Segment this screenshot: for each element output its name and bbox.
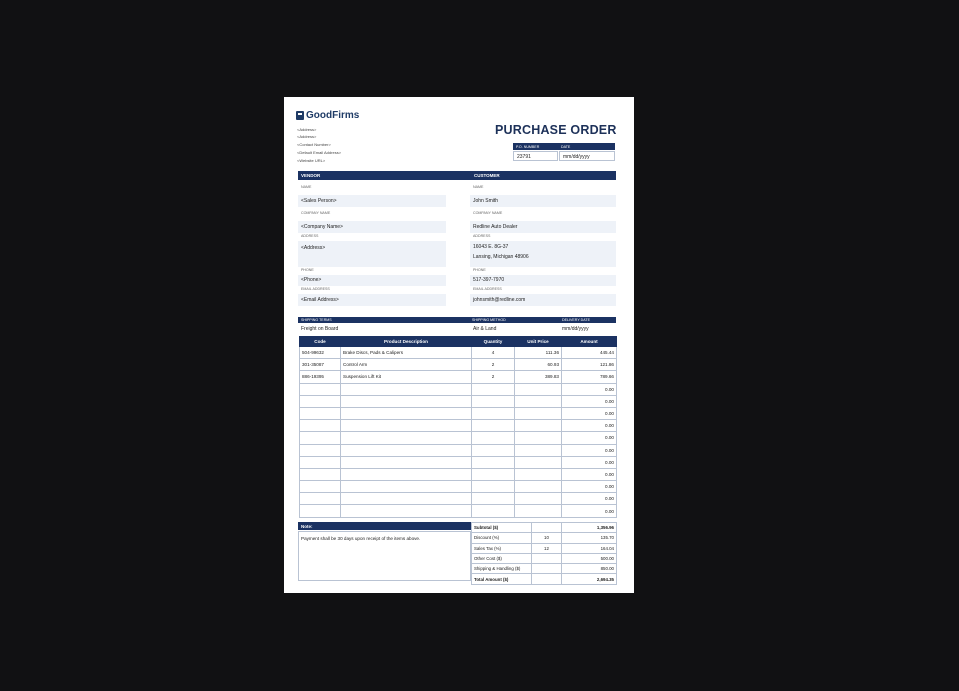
item-quantity [472, 481, 515, 493]
item-code [300, 432, 341, 444]
item-description [341, 432, 472, 444]
totals-percent [532, 574, 562, 584]
item-quantity [472, 407, 515, 419]
totals-label: Other Cost ($) [472, 553, 532, 563]
table-row [300, 383, 617, 395]
table-header-row [300, 337, 617, 347]
item-unit-price [515, 432, 562, 444]
date-field [559, 151, 615, 161]
item-quantity [472, 468, 515, 480]
purchase-order-document [284, 97, 634, 593]
shipping-terms: Freight on Board [301, 326, 339, 332]
totals-percent [532, 523, 562, 533]
totals-percent: 12 [532, 543, 562, 553]
totals-row [472, 564, 617, 574]
item-code [300, 493, 341, 505]
item-amount: 0.00 [562, 505, 617, 517]
totals-value: 500.00 [562, 553, 617, 563]
item-description: Control Arm [341, 359, 472, 371]
item-amount: 0.00 [562, 468, 617, 480]
totals-value: 135.70 [562, 533, 617, 543]
totals-row [472, 543, 617, 553]
item-amount: 0.00 [562, 395, 617, 407]
po-date: mm/dd/yyyy [563, 154, 590, 160]
table-row [300, 456, 617, 468]
company-email: <Default Email Address> [297, 150, 342, 155]
totals-value: 2,694.35 [562, 574, 617, 584]
table-row [300, 407, 617, 419]
notes-header-bar [298, 522, 471, 530]
table-row [300, 444, 617, 456]
item-code: 886-19395 [300, 371, 341, 383]
totals-percent: 10 [532, 533, 562, 543]
vendor-name-field: <Sales Person> [298, 195, 446, 207]
item-unit-price [515, 481, 562, 493]
totals-table [471, 522, 617, 585]
item-code [300, 420, 341, 432]
item-code [300, 383, 341, 395]
item-unit-price [515, 456, 562, 468]
item-amount: 0.00 [562, 493, 617, 505]
vendor-header: VENDOR [301, 173, 321, 178]
table-row [300, 481, 617, 493]
item-description [341, 481, 472, 493]
shipping-terms-label: SHIPPING TERMS [301, 318, 332, 322]
item-amount: 0.00 [562, 444, 617, 456]
column-header-code: Code [300, 337, 341, 347]
customer-email-field: johnsmith@redline.com [470, 294, 616, 306]
customer-phone-label: PHONE [473, 268, 486, 272]
totals-percent [532, 553, 562, 563]
item-quantity [472, 383, 515, 395]
company-address-line: <Address> [297, 127, 317, 132]
item-unit-price [515, 505, 562, 517]
totals-value: 1,356.96 [562, 523, 617, 533]
po-number-label: P.O. NUMBER [516, 144, 540, 149]
item-amount: 0.00 [562, 432, 617, 444]
date-label: DATE [561, 144, 571, 149]
table-row [300, 395, 617, 407]
item-description: Suspension Lift Kit [341, 371, 472, 383]
notes-text: Payment shall be 30 days upon receipt of the items above. [301, 536, 421, 541]
item-quantity [472, 432, 515, 444]
item-code [300, 505, 341, 517]
brand-logo [296, 110, 359, 121]
item-amount: 445.44 [562, 347, 617, 359]
delivery-date: mm/dd/yyyy [562, 326, 589, 332]
item-code [300, 481, 341, 493]
shipping-method: Air & Land [473, 326, 497, 332]
item-quantity [472, 420, 515, 432]
totals-row [472, 553, 617, 563]
customer-name-field: John Smith [470, 195, 616, 207]
item-quantity [472, 444, 515, 456]
customer-email-label: EMAIL ADDRESS [473, 287, 502, 291]
customer-company-field: Redline Auto Dealer [470, 221, 616, 233]
item-code: 504-99632 [300, 347, 341, 359]
item-code [300, 456, 341, 468]
item-description [341, 505, 472, 517]
customer-name-label: NAME [473, 185, 484, 189]
vendor-address-label: ADDRESS [301, 234, 319, 238]
item-quantity [472, 493, 515, 505]
item-description [341, 444, 472, 456]
totals-label: Subtotal ($) [472, 523, 532, 533]
item-unit-price [515, 395, 562, 407]
item-amount: 121.86 [562, 359, 617, 371]
item-amount: 0.00 [562, 456, 617, 468]
table-row [300, 493, 617, 505]
vendor-address-field: <Address> [298, 241, 446, 267]
notes-box [298, 531, 471, 581]
column-header-unit-price: Unit Price [515, 337, 562, 347]
item-amount: 0.00 [562, 420, 617, 432]
item-description: Brake Discs, Pads & Calipers [341, 347, 472, 359]
item-quantity: 2 [472, 371, 515, 383]
table-row [300, 359, 617, 371]
item-description [341, 395, 472, 407]
page-title: PURCHASE ORDER [495, 123, 617, 137]
column-header-description: Product Description [341, 337, 472, 347]
totals-value: 850.00 [562, 564, 617, 574]
customer-address-line-2: Lansing, Michigan 48906 [473, 254, 529, 260]
customer-address-line-1: 16043 E. 8G-37 [473, 244, 509, 250]
brand-name: GoodFirms [306, 110, 360, 121]
item-unit-price: 389.83 [515, 371, 562, 383]
item-amount: 789.66 [562, 371, 617, 383]
table-row [300, 347, 617, 359]
table-row [300, 468, 617, 480]
item-quantity [472, 505, 515, 517]
po-number: 23791 [517, 154, 531, 160]
item-code [300, 444, 341, 456]
notes-label: Note: [301, 523, 313, 529]
item-quantity: 4 [472, 347, 515, 359]
item-description [341, 468, 472, 480]
totals-row [472, 523, 617, 533]
customer-address-field [470, 241, 616, 267]
company-website: <Website URL> [297, 158, 326, 163]
customer-address-label: ADDRESS [473, 234, 491, 238]
item-unit-price [515, 407, 562, 419]
item-quantity [472, 395, 515, 407]
totals-label: Total Amount ($) [472, 574, 532, 584]
column-header-amount: Amount [562, 337, 617, 347]
vendor-phone-field: <Phone> [298, 275, 446, 286]
item-unit-price: 60.93 [515, 359, 562, 371]
vendor-name-label: NAME [301, 185, 312, 189]
item-code [300, 468, 341, 480]
customer-header: CUSTOMER [474, 173, 500, 178]
company-address-line: <Address> [297, 134, 317, 139]
item-quantity [472, 456, 515, 468]
item-unit-price: 111.36 [515, 347, 562, 359]
item-unit-price [515, 493, 562, 505]
item-description [341, 420, 472, 432]
item-code [300, 407, 341, 419]
vendor-phone-label: PHONE [301, 268, 314, 272]
item-amount: 0.00 [562, 407, 617, 419]
item-unit-price [515, 444, 562, 456]
goodfirms-logo-icon [296, 111, 304, 120]
vendor-email-field: <Email Address> [298, 294, 446, 306]
table-row [300, 420, 617, 432]
customer-phone-field: 517-397-7970 [470, 275, 616, 286]
table-row [300, 505, 617, 517]
shipping-method-label: SHIPPING METHOD [472, 318, 506, 322]
delivery-date-label: DELIVERY DATE [562, 318, 590, 322]
totals-label: Discount (%) [472, 533, 532, 543]
totals-row [472, 533, 617, 543]
vendor-email-label: EMAIL ADDRESS [301, 287, 330, 291]
column-header-quantity: Quantity [472, 337, 515, 347]
item-description [341, 456, 472, 468]
po-number-field [513, 151, 558, 161]
item-code: 301-35087 [300, 359, 341, 371]
table-row [300, 432, 617, 444]
item-amount: 0.00 [562, 481, 617, 493]
totals-percent [532, 564, 562, 574]
line-items-table [299, 336, 617, 518]
item-description [341, 493, 472, 505]
shipping-header-bar [298, 317, 616, 323]
table-row [300, 371, 617, 383]
item-quantity: 2 [472, 359, 515, 371]
item-unit-price [515, 420, 562, 432]
company-contact-number: <Contact Number> [297, 142, 331, 147]
totals-label: Shipping & Handling ($) [472, 564, 532, 574]
vendor-company-label: COMPANY NAME [301, 211, 331, 215]
item-unit-price [515, 468, 562, 480]
totals-value: 164.04 [562, 543, 617, 553]
item-description [341, 383, 472, 395]
vendor-company-field: <Company Name> [298, 221, 446, 233]
customer-company-label: COMPANY NAME [473, 211, 503, 215]
totals-row [472, 574, 617, 584]
vendor-customer-header [298, 171, 616, 180]
item-code [300, 395, 341, 407]
item-unit-price [515, 383, 562, 395]
item-description [341, 407, 472, 419]
item-amount: 0.00 [562, 383, 617, 395]
totals-label: Sales Tax (%) [472, 543, 532, 553]
po-header-bar [513, 143, 615, 150]
